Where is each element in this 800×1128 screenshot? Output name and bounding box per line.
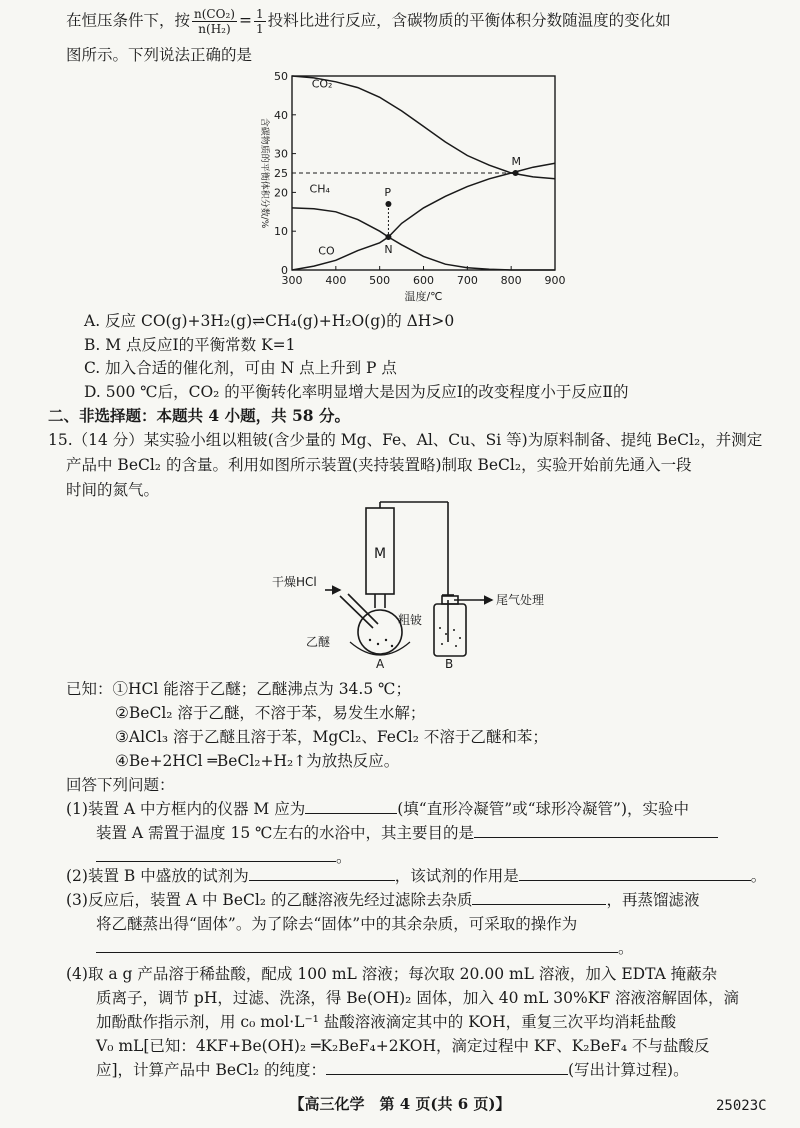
p3-line-1: (3)反应后，装置 A 中 BeCl₂ 的乙醚溶液先经过滤除去杂质 ，再蒸馏滤液 xyxy=(66,888,699,912)
x-axis-label: 温度/℃ xyxy=(404,290,443,303)
q15-line-2: 产品中 BeCl₂ 的含量。利用如图所示装置(夹持装置略)制取 BeCl₂，实验开始前先通入一段 xyxy=(66,456,692,474)
known-4: ④Be+2HCl ═BeCl₂+H₂↑为放热反应。 xyxy=(115,752,400,770)
intro-text-a: 在恒压条件下，按 xyxy=(66,11,191,30)
label-tail-gas: 尾气处理 xyxy=(496,593,545,607)
x-tick-label: 700 xyxy=(456,274,478,287)
p1-blank-3[interactable] xyxy=(96,845,336,862)
y-tick-label: 0 xyxy=(281,264,288,277)
p1-blank-1[interactable] xyxy=(305,797,397,814)
p4-line-5: 应]，计算产品中 BeCl₂ 的纯度： (写出计算过程)。 xyxy=(96,1058,689,1082)
y-axis-label: 含碳物质的平衡体积分数/% xyxy=(259,117,269,229)
p2-blank-2[interactable] xyxy=(519,864,751,881)
p1-line-3: 。 xyxy=(96,845,352,869)
equals-sign: = xyxy=(238,11,252,30)
one-fraction: $\frac{1}{1}$ xyxy=(255,7,264,36)
point-P xyxy=(385,201,391,207)
option-b: B. M 点反应Ⅰ的平衡常数 K=1 xyxy=(84,336,296,354)
x-tick-label: 300 xyxy=(281,274,303,287)
point-label: P xyxy=(384,186,392,200)
y-tick-label: 30 xyxy=(274,147,288,161)
intro-line-2: 图所示。下列说法正确的是 xyxy=(66,46,253,64)
p3-line-2: 将乙醚蒸出得“固体”。为了除去“固体”中的其余杂质，可采取的操作为 xyxy=(96,915,578,933)
paper-code: 25023C xyxy=(716,1098,767,1114)
apparatus-diagram xyxy=(270,500,570,672)
p4-line-4: V₀ mL[已知：4KF+Be(OH)₂ ═K₂BeF₄+2KOH，滴定过程中 KF、K₂BeF₄ 不与盐酸反 xyxy=(96,1037,710,1055)
point-M xyxy=(513,170,519,176)
series-label: CO xyxy=(318,244,335,258)
p3-line-3: 。 xyxy=(96,936,634,960)
y-tick-label: 25 xyxy=(274,167,288,180)
y-tick-label: 10 xyxy=(274,225,288,239)
p1-line-2: 装置 A 需置于温度 15 ℃左右的水浴中，其主要目的是 xyxy=(96,821,718,845)
label-b: B xyxy=(445,657,454,671)
p3-blank-2[interactable] xyxy=(96,936,618,953)
known-3: ③AlCl₃ 溶于乙醚且溶于苯，MgCl₂、FeCl₂ 不溶于乙醚和苯； xyxy=(115,728,548,746)
p3-blank-1[interactable] xyxy=(472,888,606,905)
p4-line-2: 质离子，调节 pH，过滤、洗涤，得 Be(OH)₂ 固体，加入 40 mL 30%KF 溶液溶解固体，滴 xyxy=(96,989,740,1007)
option-c: C. 加入合适的催化剂，可由 N 点上升到 P 点 xyxy=(84,359,397,377)
series-label: CO₂ xyxy=(311,77,333,91)
p1-line-1: (1)装置 A 中方框内的仪器 M 应为 (填“直形冷凝管”或“球形冷凝管”)，实验中 xyxy=(66,797,689,821)
x-tick-label: 800 xyxy=(500,274,522,287)
p2-line: (2)装置 B 中盛放的试剂为 ，该试剂的作用是 。 xyxy=(66,864,766,888)
equilibrium-chart xyxy=(250,68,570,308)
point-N xyxy=(385,234,391,240)
p1-blank-2[interactable] xyxy=(474,821,718,838)
p4-line-3: 加酚酞作指示剂，用 c₀ mol·L⁻¹ 盐酸溶液滴定其中的 KOH，重复三次平均消耗盐酸 xyxy=(96,1013,677,1031)
x-tick-label: 500 xyxy=(369,274,391,287)
q15-line-3: 时间的氮气。 xyxy=(66,481,160,499)
x-tick-label: 400 xyxy=(325,274,347,287)
y-tick-label: 50 xyxy=(274,70,288,83)
bottle-b xyxy=(434,604,466,656)
y-tick-label: 40 xyxy=(274,108,288,122)
flask-a xyxy=(358,610,402,654)
intro-line-1 xyxy=(66,7,671,36)
known-1: 已知：①HCl 能溶于乙醚；乙醚沸点为 34.5 ℃； xyxy=(66,680,411,698)
label-m: M xyxy=(374,546,387,562)
p2-blank-1[interactable] xyxy=(249,864,395,881)
answer-intro: 回答下列问题： xyxy=(66,776,175,794)
label-hcl: 干燥HCl xyxy=(272,575,317,589)
known-2: ②BeCl₂ 溶于乙醚，不溶于苯，易发生水解； xyxy=(115,704,426,722)
x-tick-label: 900 xyxy=(544,274,566,287)
point-label: M xyxy=(511,155,522,168)
page-footer: 【高三化学 第 4 页(共 6 页)】 xyxy=(289,1095,511,1113)
y-tick-label: 20 xyxy=(274,186,288,200)
option-d: D. 500 ℃后，CO₂ 的平衡转化率明显增大是因为反应Ⅰ的改变程度小于反应Ⅱ的 xyxy=(84,383,629,401)
x-tick-label: 600 xyxy=(413,274,434,287)
section-heading: 二、非选择题：本题共 4 小题，共 58 分。 xyxy=(48,406,350,425)
label-ether: 乙醚 xyxy=(306,635,331,649)
q15-line-1: 15.（14 分）某实验小组以粗铍(含少量的 Mg、Fe、Al、Cu、Si 等)为原料制备、提纯 BeCl₂，并测定 xyxy=(48,431,763,449)
option-a: A. 反应 CO(g)+3H₂(g)⇌CH₄(g)+H₂O(g)的 ΔH>0 xyxy=(84,312,455,330)
label-a: A xyxy=(376,657,385,671)
p4-blank[interactable] xyxy=(326,1058,568,1075)
label-crude-be: 粗铍 xyxy=(398,613,423,627)
intro-text-b: 投料比进行反应，含碳物质的平衡体积分数随温度的变化如 xyxy=(267,11,671,30)
point-label: N xyxy=(384,243,393,257)
ratio-fraction: $\frac{\text{n(CO₂)}}{\text{n(H₂)}}$ xyxy=(194,7,235,36)
p4-line-1: (4)取 a g 产品溶于稀盐酸，配成 100 mL 溶液；每次取 20.00 mL 溶液，加入 EDTA 掩蔽杂 xyxy=(66,965,718,983)
series-label: CH₄ xyxy=(309,182,330,196)
